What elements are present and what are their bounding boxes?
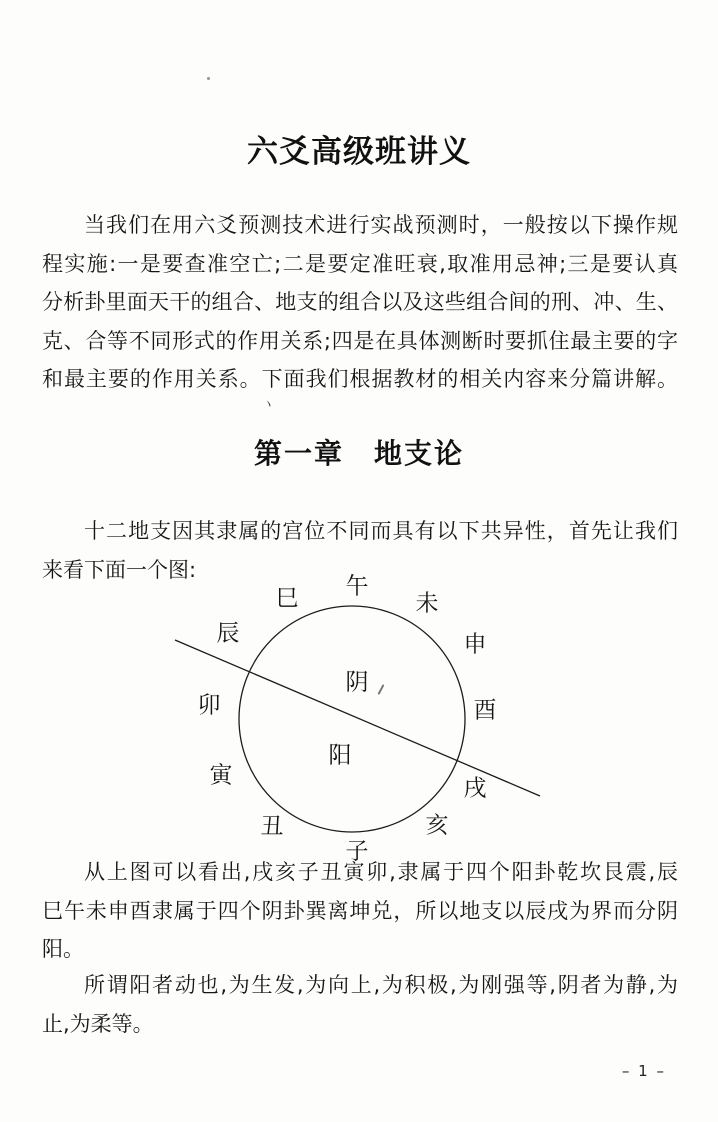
branch-chou: 丑 bbox=[260, 813, 284, 840]
branch-hai: 亥 bbox=[425, 812, 449, 839]
branch-you: 酉 bbox=[473, 697, 497, 724]
diagram-circle bbox=[239, 606, 465, 832]
text-line: 所谓阳者动也,为生发,为向上,为积极,为刚强等,阴者为静,为 bbox=[84, 973, 678, 997]
text-line: 从上图可以看出,戌亥子丑寅卯,隶属于四个阳卦乾坎艮震,辰 bbox=[84, 860, 678, 884]
branch-mao: 卯 bbox=[197, 692, 221, 719]
earthly-branches-yin-yang-diagram bbox=[150, 572, 570, 864]
branch-xu: 戌 bbox=[463, 775, 487, 802]
branch-chen: 辰 bbox=[216, 620, 240, 647]
text-line: 分析卦里面天干的组合、地支的组合以及这些组合间的刑、冲、生、 bbox=[42, 290, 678, 314]
page-number: – 1 – bbox=[621, 1062, 666, 1080]
scan-speck: 丶 bbox=[259, 396, 277, 415]
scan-speck bbox=[207, 77, 210, 80]
text-line: 当我们在用六爻预测技术进行实战预测时，一般按以下操作规 bbox=[84, 213, 678, 237]
branch-wu: 午 bbox=[345, 573, 369, 600]
chapter-heading: 第一章 地支论 bbox=[253, 437, 464, 470]
text-line: 十二地支因其隶属的宫位不同而具有以下共异性，首先让我们 bbox=[84, 519, 678, 543]
text-line: 程实施:一是要查准空亡;二是要定准旺衰,取准用忌神;三是要认真 bbox=[42, 251, 678, 276]
page-title: 六爻高级班讲义 bbox=[247, 134, 471, 170]
text-line: 止,为柔等。 bbox=[42, 1011, 154, 1036]
text-line: 和最主要的作用关系。下面我们根据教材的相关内容来分篇讲解。 bbox=[42, 367, 678, 391]
yang-label: 阳 bbox=[328, 742, 352, 769]
text-line: 来看下面一个图: bbox=[42, 557, 197, 582]
yin-label: 阴 bbox=[345, 669, 369, 696]
branch-si: 巳 bbox=[275, 585, 299, 612]
after-diagram-paragraph-2 bbox=[42, 966, 678, 1043]
branch-wei: 未 bbox=[415, 590, 439, 617]
text-line: 克、合等不同形式的作用关系;四是在具体测断时要抓住最主要的字 bbox=[42, 328, 678, 353]
after-diagram-paragraph-1 bbox=[42, 853, 678, 969]
intro-paragraph bbox=[42, 206, 678, 399]
branch-zi: 子 bbox=[345, 838, 369, 865]
branch-yin: 寅 bbox=[209, 762, 233, 789]
text-line: 阳。 bbox=[42, 937, 84, 961]
branch-shen: 申 bbox=[463, 631, 487, 658]
text-line: 巳午未申酉隶属于四个阴卦巽离坤兑，所以地支以辰戌为界而分阴 bbox=[42, 898, 678, 923]
